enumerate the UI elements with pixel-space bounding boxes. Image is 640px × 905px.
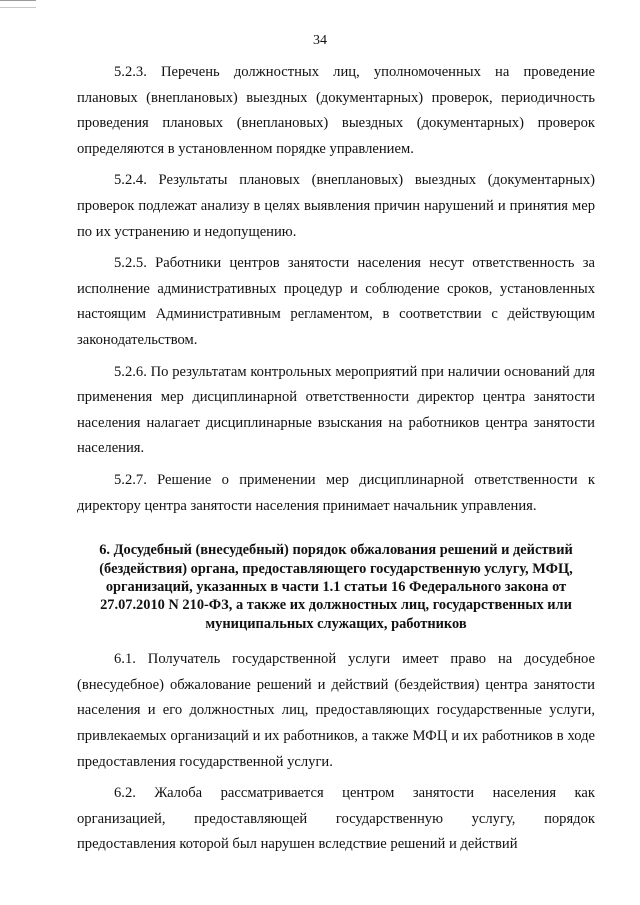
paragraph-6-1: 6.1. Получатель государственной услуги имеет право на досудебное (внесудебное) обжалование решений и действий (бездействия) центра занятости населения и его должностных лиц, предоставляющих государственные услуги, привлекаемых организаций и их работников, а также МФЦ и их работников в ходе предоставления государственной услуги.	[77, 651, 595, 770]
paragraph-6-2: 6.2. Жалоба рассматривается центром занятости населения как организацией, предоставляющей государственную услугу, порядок предоставления которой был нарушен вследствие решений и действий	[77, 785, 595, 853]
paragraph-5-2-4: 5.2.4. Результаты плановых (внеплановых) выездных (документарных) проверок подлежат анализу в целях выявления причин нарушений и принятия мер по их устранению и недопущению.	[77, 172, 595, 240]
paragraph-5-2-3: 5.2.3. Перечень должностных лиц, уполномоченных на проведение плановых (внеплановых) выездных (документарных) проверок, периодичность проведения плановых (внеплановых) выездных (документарных) проверок определяются в установленном порядке управлением.	[77, 64, 595, 157]
scan-corner-mark	[0, 0, 36, 8]
page-number: 34	[313, 33, 327, 48]
section-6-heading: 6. Досудебный (внесудебный) порядок обжалования решений и действий (бездействия) органа, предоставляющего государственную услугу, МФЦ, организаций, указанных в части 1.1 статьи 16 Федерального закона от 27.07.2010 N 210-ФЗ, а также их должностных лиц, государственных или муниципальных служащих, работников	[99, 542, 573, 632]
document-body	[77, 60, 595, 860]
paragraph-5-2-7: 5.2.7. Решение о применении мер дисциплинарной ответственности к директору центра занятости населения принимает начальник управления.	[77, 471, 595, 514]
paragraph-5-2-5: 5.2.5. Работники центров занятости населения несут ответственность за исполнение административных процедур и соблюдение сроков, установленных настоящим Административным регламентом, в соответствии с действующим законодательством.	[77, 255, 595, 348]
paragraph-5-2-6: 5.2.6. По результатам контрольных мероприятий при наличии оснований для применения мер дисциплинарной ответственности директор центра занятости населения налагает дисциплинарные взыскания на работников центра занятости населения.	[77, 363, 595, 457]
